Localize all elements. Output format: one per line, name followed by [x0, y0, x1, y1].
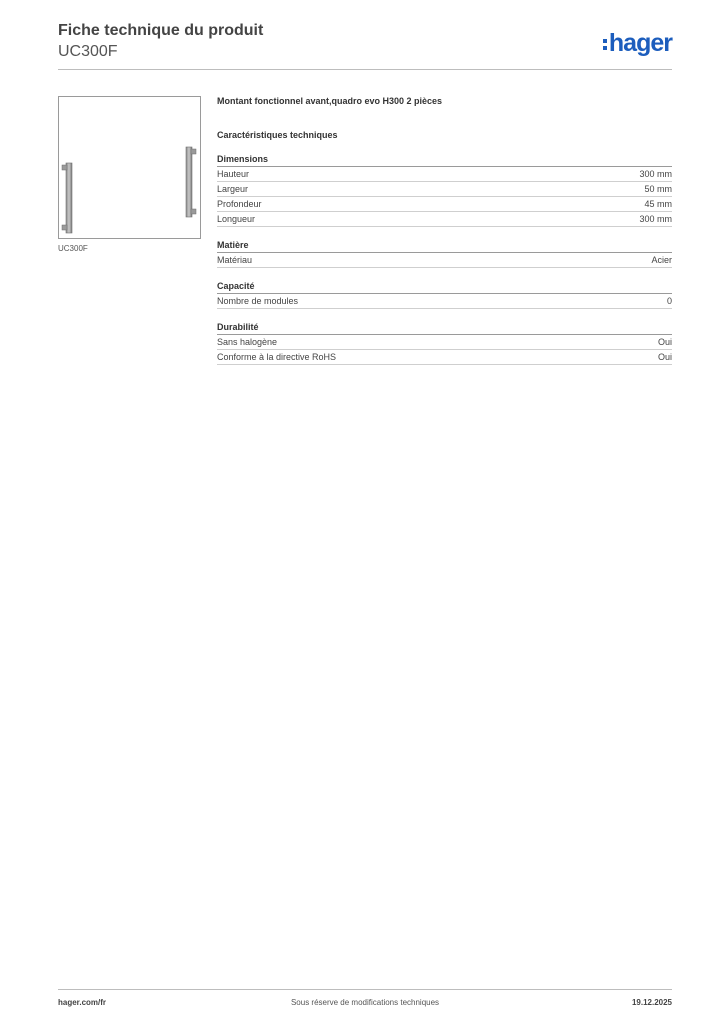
section-title: Durabilité — [217, 321, 672, 335]
spec-value: 45 mm — [644, 199, 672, 209]
spec-heading: Caractéristiques techniques — [217, 130, 338, 140]
document-title: Fiche technique du produit — [58, 22, 264, 39]
spec-value: Oui — [657, 337, 672, 347]
spec-value: 0 — [666, 296, 672, 306]
spec-label: Conforme à la directive RoHS — [217, 352, 337, 362]
footer-website-link[interactable]: hager.com/fr — [58, 998, 107, 1007]
section-title: Capacité — [217, 280, 672, 294]
footer-disclaimer: Sous réserve de modifications techniques — [290, 998, 440, 1007]
section-capacity — [217, 280, 672, 309]
product-image — [58, 96, 201, 239]
spec-value: 300 mm — [639, 214, 672, 224]
footer-date: 19.12.2025 — [631, 998, 672, 1007]
spec-row — [217, 253, 672, 268]
spec-value: Acier — [651, 255, 672, 265]
spec-label: Largeur — [217, 184, 249, 194]
logo-text: hager — [608, 29, 672, 57]
spec-label: Profondeur — [217, 199, 262, 209]
product-drawing-icon — [59, 97, 200, 238]
spec-label: Hauteur — [217, 169, 250, 179]
footer-divider — [58, 989, 672, 990]
section-material — [217, 239, 672, 268]
spec-row — [217, 167, 672, 182]
spec-label: Matériau — [217, 255, 253, 265]
product-description: Montant fonctionnel avant,quadro evo H300 2 pièces — [217, 96, 443, 106]
spec-row — [217, 294, 672, 309]
product-details — [217, 95, 672, 365]
section-dimensions — [217, 153, 672, 227]
product-reference: UC300F — [58, 43, 118, 60]
image-caption: UC300F — [58, 244, 88, 253]
section-title: Matière — [217, 239, 672, 253]
logo-dots-icon — [603, 39, 607, 50]
spec-value: 300 mm — [639, 169, 672, 179]
spec-label: Longueur — [217, 214, 256, 224]
spec-value: 50 mm — [644, 184, 672, 194]
spec-row — [217, 197, 672, 212]
spec-row — [217, 350, 672, 365]
section-title: Dimensions — [217, 153, 672, 167]
section-durability — [217, 321, 672, 365]
spec-label: Nombre de modules — [217, 296, 299, 306]
spec-label: Sans halogène — [217, 337, 278, 347]
page-header — [58, 20, 672, 70]
spec-row — [217, 335, 672, 350]
spec-value: Oui — [657, 352, 672, 362]
spec-row — [217, 212, 672, 227]
hager-logo — [603, 28, 672, 58]
spec-row — [217, 182, 672, 197]
header-divider — [58, 69, 672, 70]
